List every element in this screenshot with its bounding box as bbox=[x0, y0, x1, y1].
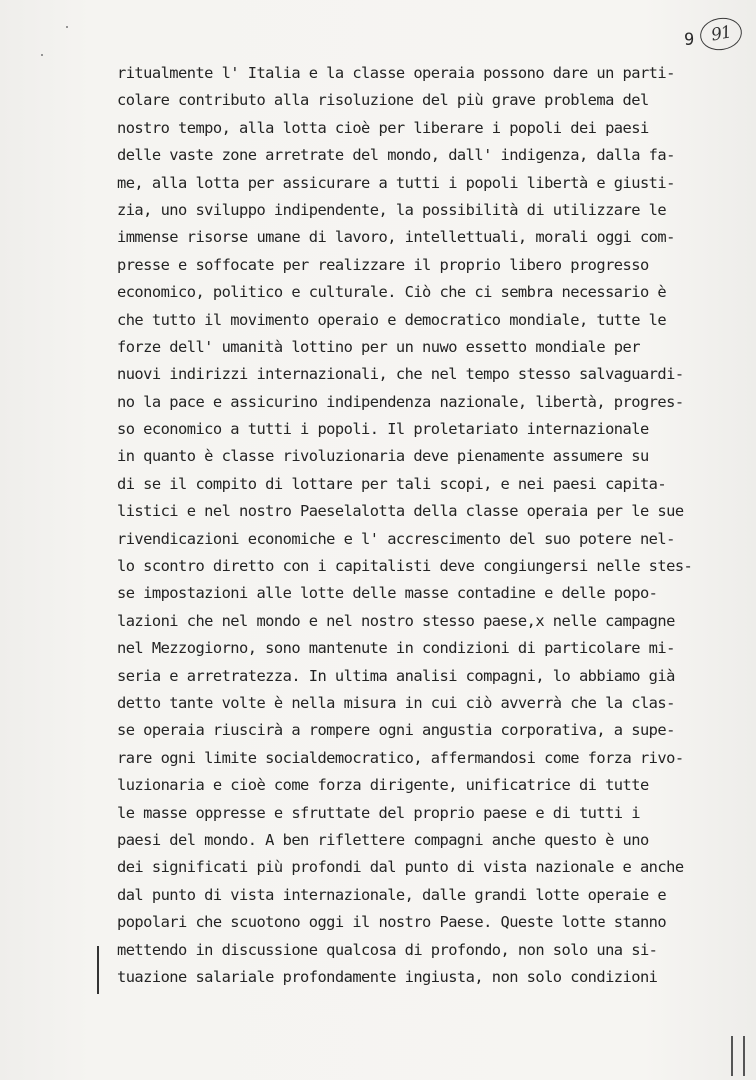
text-line: dei significati più profondi dal punto di vista nazionale e anche bbox=[117, 858, 684, 877]
text-line: colare contributo alla risoluzione del più grave problema del bbox=[117, 91, 649, 110]
text-line: di se il compito di lottare per tali scopi, e nei paesi capita- bbox=[117, 474, 667, 493]
body-text bbox=[117, 60, 717, 991]
text-line: economico, politico e culturale. Ciò che ci sembra necessario è bbox=[117, 283, 667, 302]
page-number: 9 bbox=[684, 30, 695, 50]
paper-speck bbox=[41, 54, 43, 56]
text-line: mettendo in discussione qualcosa di profondo, non solo una si- bbox=[117, 940, 658, 959]
text-line: nuovi indirizzi internazionali, che nel tempo stesso salvaguardi- bbox=[117, 365, 684, 384]
edge-mark bbox=[731, 1036, 733, 1076]
text-line: me, alla lotta per assicurare a tutti i popoli libertà e giusti- bbox=[117, 173, 675, 192]
text-line: immense risorse umane di lavoro, intellettuali, morali oggi com- bbox=[117, 228, 675, 247]
text-line: lazioni che nel mondo e nel nostro stesso paese,x nelle campagne bbox=[117, 611, 675, 630]
text-line: zia, uno sviluppo indipendente, la possibilità di utilizzare le bbox=[117, 200, 667, 219]
margin-marker bbox=[97, 946, 99, 994]
text-line: in quanto è classe rivoluzionaria deve pienamente assumere su bbox=[117, 447, 649, 466]
text-line: ritualmente l' Italia e la classe operaia possono dare un parti- bbox=[117, 64, 675, 82]
text-line: listici e nel nostro Paeselalotta della classe operaia per le sue bbox=[117, 502, 684, 521]
text-line: se operaia riuscirà a rompere ogni angustia corporativa, a supe- bbox=[117, 721, 675, 740]
text-line: no la pace e assicurino indipendenza nazionale, libertà, progres- bbox=[117, 392, 684, 411]
text-line: che tutto il movimento operaio e democratico mondiale, tutte le bbox=[117, 310, 667, 329]
text-line: presse e soffocate per realizzare il proprio libero progresso bbox=[117, 255, 649, 274]
text-line: forze dell' umanità lottino per un nuwo essetto mondiale per bbox=[117, 337, 640, 356]
text-line: le masse oppresse e sfruttate del proprio paese e di tutti i bbox=[117, 803, 640, 822]
text-line: nel Mezzogiorno, sono mantenute in condizioni di particolare mi- bbox=[117, 639, 675, 658]
text-line: delle vaste zone arretrate del mondo, dall' indigenza, dalla fa- bbox=[117, 146, 675, 165]
text-line: dal punto di vista internazionale, dalle grandi lotte operaie e bbox=[117, 885, 667, 904]
edge-mark bbox=[743, 1036, 745, 1076]
text-line: lo scontro diretto con i capitalisti deve congiungersi nelle stes- bbox=[117, 557, 693, 576]
paper-speck bbox=[66, 26, 68, 28]
text-line: so economico a tutti i popoli. Il proletariato internazionale bbox=[117, 420, 649, 439]
text-line: tuazione salariale profondamente ingiusta, non solo condizioni bbox=[117, 967, 658, 986]
text-line: rivendicazioni economiche e l' accrescimento del suo potere nel- bbox=[117, 529, 675, 548]
text-line: se impostazioni alle lotte delle masse contadine e delle popo- bbox=[117, 584, 658, 603]
text-line: seria e arretratezza. In ultima analisi compagni, lo abbiamo già bbox=[117, 666, 675, 685]
text-line: nostro tempo, alla lotta cioè per liberare i popoli dei paesi bbox=[117, 118, 649, 137]
text-line: popolari che scuotono oggi il nostro Paese. Queste lotte stanno bbox=[117, 913, 667, 932]
text-line: luzionaria e cioè come forza dirigente, unificatrice di tutte bbox=[117, 776, 649, 795]
text-line: rare ogni limite socialdemocratico, affermandosi come forza rivo- bbox=[117, 748, 684, 767]
text-line: detto tante volte è nella misura in cui ciò avverrà che la clas- bbox=[117, 693, 675, 712]
handwritten-archive-number: 91 bbox=[698, 15, 745, 54]
text-line: paesi del mondo. A ben riflettere compagni anche questo è uno bbox=[117, 830, 649, 849]
